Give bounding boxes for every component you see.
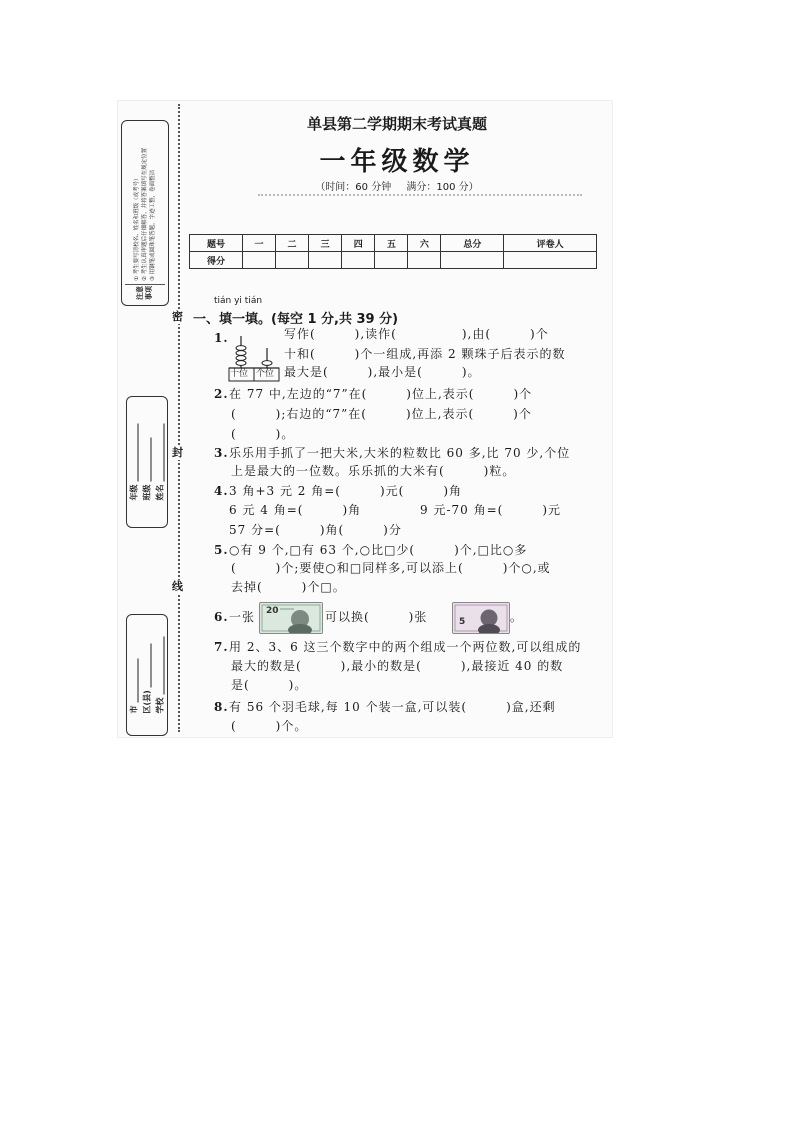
question-4 <box>214 481 462 501</box>
decorative-divider <box>258 194 582 196</box>
question-number: 8. <box>214 700 229 714</box>
question-4-line-2a: 6 元 4 角=( )角 <box>229 503 362 517</box>
score-cell[interactable] <box>242 252 275 269</box>
question-number: 6. <box>214 610 229 624</box>
class-field[interactable] <box>143 438 152 482</box>
question-7-line-2: 最大的数是( ),最小的数是( ),最接近 40 的数 <box>231 659 564 673</box>
name-label: 姓名 <box>155 484 165 501</box>
school-field[interactable] <box>156 637 165 695</box>
question-6-text-c: 。 <box>510 610 524 624</box>
question-4-line-1: 3 角+3 元 2 角=( )元( )角 <box>229 484 462 498</box>
student-info-box <box>126 396 168 528</box>
district-label: 区(县) <box>142 690 152 714</box>
binding-dotted-line <box>178 104 180 732</box>
score-cell[interactable] <box>375 252 408 269</box>
full-score: 满分：100 分） <box>406 182 479 193</box>
banknote-20-image <box>259 602 323 634</box>
score-header-cell: 评卷人 <box>504 235 597 252</box>
exam-title: 单县第二学期期末考试真题 <box>306 115 487 133</box>
question-5-line-1: ○有 9 个,□有 63 个,○比□少( )个,□比○多 <box>229 543 528 557</box>
abacus-tens-label: 十位 <box>230 369 249 379</box>
score-header-cell: 一 <box>242 235 275 252</box>
binding-char-xian: 线 <box>172 580 183 593</box>
question-4-line-2b: 9 元-70 角=( )元 <box>420 503 562 517</box>
question-5 <box>214 540 527 560</box>
district-field[interactable] <box>143 643 152 687</box>
notice-heading: 注意事项 <box>125 284 165 301</box>
score-row-label: 得分 <box>190 252 243 269</box>
question-number: 3. <box>214 446 229 460</box>
question-1-line-1: 写作( ),读作( ),由( )个 <box>284 327 549 341</box>
notice-item: ② 考生认真审题后仔细解答，并将答案填写在规定位置 <box>142 147 148 281</box>
question-number: 1. <box>214 331 229 345</box>
score-table-header-row <box>190 235 597 252</box>
school-info-box <box>126 614 168 736</box>
question-8-line-2: ( )个。 <box>231 719 308 733</box>
grade-label: 年级 <box>129 484 139 501</box>
time-limit: （时间：60 分钟 <box>315 182 392 193</box>
question-8 <box>214 697 556 717</box>
question-2-line-2: ( );右边的“7”在( )位上,表示( )个 <box>231 407 532 421</box>
banknote-20-value: 20 <box>266 606 279 616</box>
question-1 <box>214 328 229 348</box>
banknote-5-image <box>452 602 510 634</box>
score-cell[interactable] <box>441 252 504 269</box>
binding-char-feng: 封 <box>172 446 183 459</box>
question-4-line-3: 57 分=( )角( )分 <box>229 523 402 537</box>
question-number: 5. <box>214 543 229 557</box>
notice-item: ③ 用钢笔或圆珠笔答题，字迹工整，卷面整洁 <box>150 169 156 281</box>
score-cell[interactable] <box>504 252 597 269</box>
score-cell[interactable] <box>309 252 342 269</box>
score-header-cell: 三 <box>309 235 342 252</box>
section-title: 一、填一填。(每空 1 分,共 39 分) <box>193 312 399 327</box>
name-field[interactable] <box>156 424 165 482</box>
section-pinyin: tián yi tián <box>214 296 263 306</box>
score-cell[interactable] <box>342 252 375 269</box>
question-3-line-1: 乐乐用手抓了一把大米,大米的粒数比 60 多,比 70 少,个位 <box>229 446 571 460</box>
question-7-line-3: 是( )。 <box>231 678 308 692</box>
banknote-5-value: 5 <box>459 617 466 627</box>
score-header-cell: 四 <box>342 235 375 252</box>
school-label: 学校 <box>155 697 165 714</box>
question-2-line-3: ( )。 <box>231 427 295 441</box>
question-5-line-3: 去掉( )个□。 <box>231 580 346 594</box>
score-cell[interactable] <box>408 252 441 269</box>
class-label: 班级 <box>142 484 152 501</box>
question-5-line-2: ( )个;要使○和□同样多,可以添上( )个○,或 <box>231 561 551 575</box>
question-8-line-1: 有 56 个羽毛球,每 10 个装一盒,可以装( )盒,还剩 <box>229 700 556 714</box>
score-header-cell: 六 <box>408 235 441 252</box>
question-6-text-b: 可以换( )张 <box>325 610 428 624</box>
notice-item: ① 考生要写清校名、姓名和班级（或考号） <box>134 175 140 281</box>
grade-field[interactable] <box>130 424 139 482</box>
question-6-text-a: 一张 <box>229 610 256 624</box>
score-header-cell: 题号 <box>190 235 243 252</box>
binding-char-mi: 密 <box>172 310 183 323</box>
question-7 <box>214 637 581 657</box>
question-2 <box>214 384 532 404</box>
question-number: 2. <box>214 387 229 401</box>
question-number: 7. <box>214 640 229 654</box>
score-header-cell: 二 <box>276 235 309 252</box>
score-table <box>189 234 597 269</box>
question-3-line-2: 上是最大的一位数。乐乐抓的大米有( )粒。 <box>231 464 516 478</box>
question-number: 4. <box>214 484 229 498</box>
exam-meta <box>0 178 794 193</box>
city-label: 市 <box>129 705 139 714</box>
question-2-line-1: 在 77 中,左边的“7”在( )位上,表示( )个 <box>229 387 533 401</box>
question-3 <box>214 443 570 463</box>
abacus-figure <box>228 334 280 382</box>
abacus-ones-label: 个位 <box>256 369 275 379</box>
question-1-line-2: 十和( )个一组成,再添 2 颗珠子后表示的数 <box>284 347 566 361</box>
score-cell[interactable] <box>276 252 309 269</box>
question-1-line-3: 最大是( ),最小是( )。 <box>284 365 481 379</box>
score-table-score-row <box>190 252 597 269</box>
subject-title: 一年级数学 <box>319 147 475 177</box>
question-6 <box>214 607 255 627</box>
city-field[interactable] <box>130 659 139 703</box>
question-7-line-1: 用 2、3、6 这三个数字中的两个组成一个两位数,可以组成的 <box>229 640 582 654</box>
score-header-cell: 总分 <box>441 235 504 252</box>
score-header-cell: 五 <box>375 235 408 252</box>
